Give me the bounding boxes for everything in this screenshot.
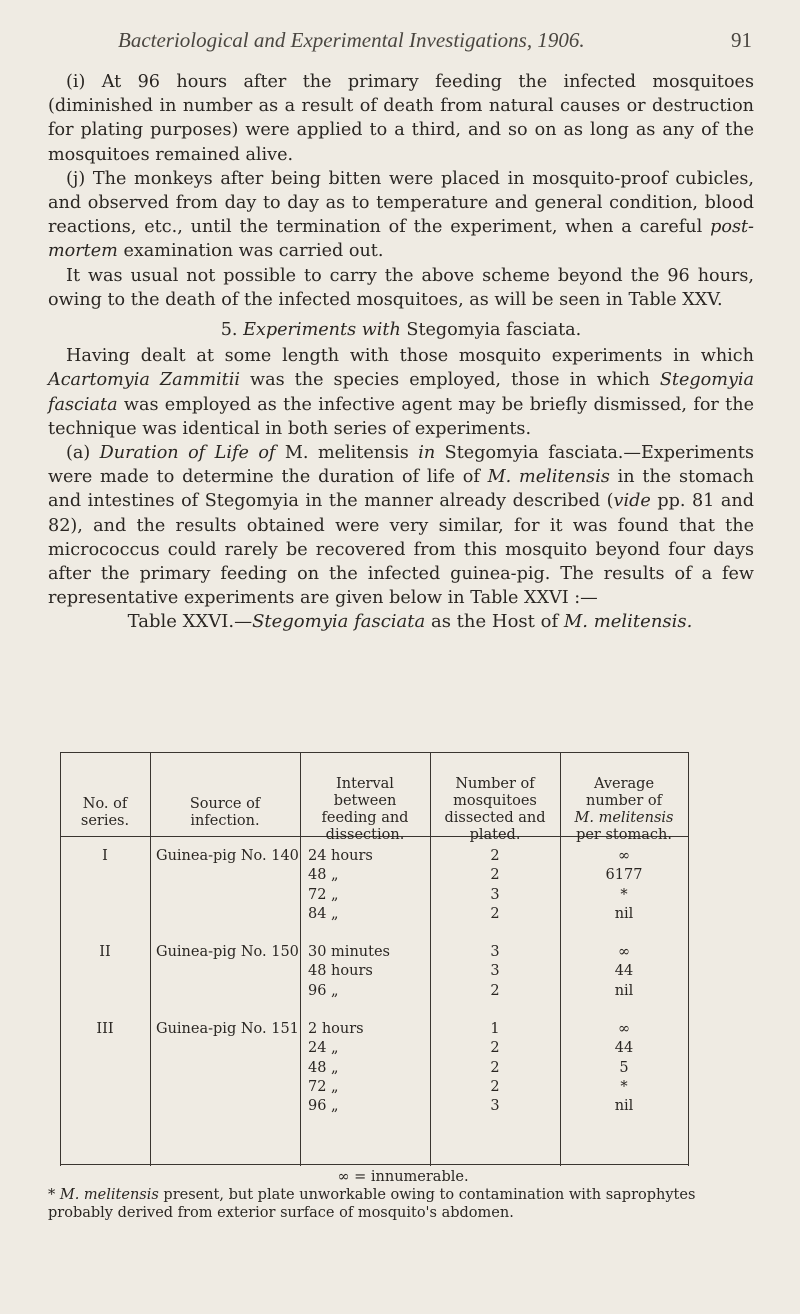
number-cell: 2 bbox=[490, 905, 500, 922]
average-cell: ∞ bbox=[617, 1021, 631, 1038]
number-cell: 3 bbox=[490, 1098, 500, 1115]
average-cell: nil bbox=[614, 982, 634, 999]
source-cell: Guinea-pig No. 151 bbox=[156, 1021, 299, 1038]
interval-cell: 48 hours bbox=[308, 963, 373, 980]
paragraph-i: (i) At 96 hours after the primary feeding the infected mosquitoes (diminished in number as a result of death from natural causes or destruction for plating purposes) were applied to a third, and so on as long as any of the mosquitoes remained alive. bbox=[48, 72, 754, 165]
number-cell: 2 bbox=[490, 867, 500, 884]
number-column bbox=[430, 847, 560, 1117]
interval-cell: 48 „ bbox=[308, 867, 339, 884]
series-cell: II bbox=[99, 944, 111, 961]
footnotes bbox=[48, 1168, 758, 1222]
average-cell: 44 bbox=[614, 1040, 634, 1057]
interval-cell: 72 „ bbox=[308, 1078, 339, 1095]
average-cell: 5 bbox=[619, 1059, 629, 1076]
table-caption: Table XXVI.—Stegomyia fasciata as the Host of M. melitensis. bbox=[127, 611, 693, 633]
average-cell: nil bbox=[614, 905, 634, 922]
average-cell: ∞ bbox=[617, 848, 631, 864]
average-cell: 6177 bbox=[605, 867, 643, 884]
source-column bbox=[156, 847, 300, 1039]
number-cell: 2 bbox=[490, 1040, 500, 1057]
series-column bbox=[60, 847, 150, 1039]
body-text bbox=[48, 70, 754, 635]
number-cell: 2 bbox=[490, 982, 500, 999]
average-cell: * bbox=[620, 1078, 628, 1095]
footnote-infinity: ∞ = innumerable. bbox=[337, 1169, 469, 1185]
page-number: 91 bbox=[731, 28, 752, 52]
average-cell: * bbox=[620, 886, 628, 903]
interval-column bbox=[308, 847, 430, 1117]
average-cell: nil bbox=[614, 1098, 634, 1115]
paragraph-a: (a) Duration of Life of M. melitensis in Stegomyia fasciata.—Experiments were made to determine the duration of life of M. melitensis in the stomach and intestines of Stegomyia in the manner already described (vide pp. 81 and 82), and the results obtained were very similar, for it was found that the micrococcus could rarely be recovered from this mosquito beyond four days after the primary feeding on the infected guinea-pig. The results of a few representative experiments are given below in Table XXVI :— bbox=[48, 443, 754, 609]
header-interval: Interval between feeding and dissection. bbox=[321, 776, 409, 843]
number-cell: 2 bbox=[490, 1078, 500, 1095]
interval-cell: 2 hours bbox=[308, 1021, 364, 1038]
table-col-rule bbox=[688, 752, 689, 1166]
header-number: Number of mosquitoes dissected and plated. bbox=[444, 776, 546, 843]
table-bottom-rule bbox=[60, 1164, 688, 1165]
paragraph-j: (j) The monkeys after being bitten were placed in mosquito-proof cubicles, and observed from day to day as to temperature and general condition, blood reactions, etc., until the termination of the experiment, when a careful post-mortem examination was carried out. bbox=[48, 168, 754, 262]
interval-cell: 84 „ bbox=[308, 905, 339, 922]
interval-cell: 30 minutes bbox=[308, 944, 390, 961]
number-cell: 2 bbox=[490, 1059, 500, 1076]
number-cell: 3 bbox=[490, 963, 500, 980]
number-cell: 1 bbox=[490, 1021, 500, 1038]
source-cell: Guinea-pig No. 140 bbox=[156, 848, 299, 864]
number-cell: 3 bbox=[490, 886, 500, 903]
interval-cell: 96 „ bbox=[308, 982, 339, 999]
running-title: Bacteriological and Experimental Investigations, 1906. bbox=[118, 28, 585, 52]
average-column bbox=[560, 847, 688, 1117]
footnote-star: * M. melitensis present, but plate unworkable owing to contamination with saprophytes probably derived from exterior surface of mosquito's abdomen. bbox=[48, 1187, 696, 1221]
paragraph-usual: It was usual not possible to carry the above scheme beyond the 96 hours, owing to the death of the infected mosquitoes, as will be seen in Table XXV. bbox=[48, 265, 754, 310]
header-average: Average number of M. melitensis per stomach. bbox=[574, 776, 674, 843]
interval-cell: 72 „ bbox=[308, 886, 339, 903]
section-heading: 5. Experiments with Stegomyia fasciata. bbox=[220, 320, 582, 341]
series-cell: I bbox=[102, 848, 108, 864]
series-cell: III bbox=[96, 1021, 114, 1038]
header-source: Source of infection. bbox=[189, 796, 261, 829]
average-cell: 44 bbox=[614, 963, 634, 980]
running-header bbox=[118, 28, 752, 53]
table-top-rule bbox=[60, 752, 688, 753]
header-series: No. of series. bbox=[80, 796, 130, 829]
source-cell: Guinea-pig No. 150 bbox=[156, 944, 299, 961]
paragraph-having: Having dealt at some length with those mosquito experiments in which Acartomyia Zammitii was the species employed, those in which Stegomyia fasciata was employed as the infective agent may be briefly dismissed, for the technique was identical in both series of experiments. bbox=[48, 346, 755, 439]
interval-cell: 96 „ bbox=[308, 1098, 339, 1115]
interval-cell: 24 „ bbox=[308, 1040, 339, 1057]
interval-cell: 48 „ bbox=[308, 1059, 339, 1076]
number-cell: 2 bbox=[490, 848, 500, 864]
average-cell: ∞ bbox=[617, 944, 631, 961]
interval-cell: 24 hours bbox=[308, 848, 373, 864]
number-cell: 3 bbox=[490, 944, 500, 961]
data-table bbox=[60, 752, 688, 1166]
